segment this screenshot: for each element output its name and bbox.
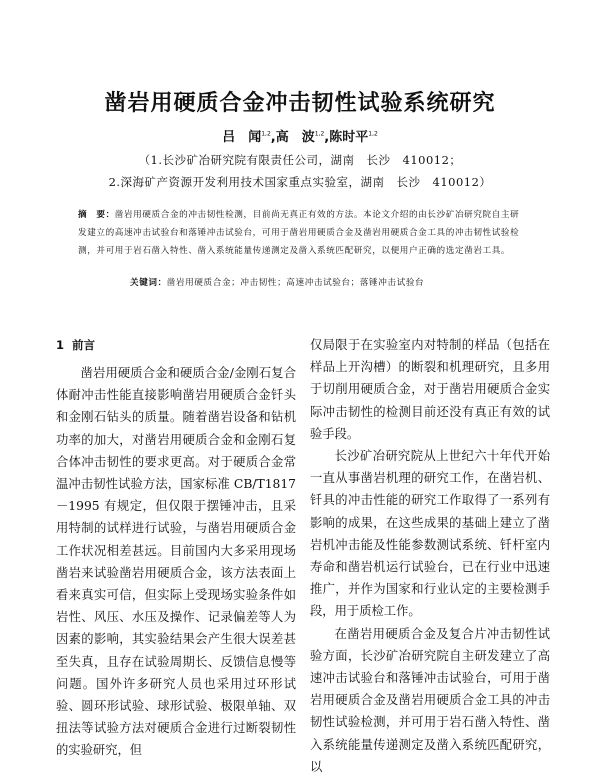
affiliation-1: （1.长沙矿冶研究院有限责任公司，湖南 长沙 410012； <box>138 153 462 167</box>
author-affil-mark: 1,2 <box>368 130 378 138</box>
body-paragraph: 在凿岩用硬质合金及复合片冲击韧性试验方面，长沙矿冶研究院自主研发建立了高速冲击试验台和落锤冲击试验台，可用于凿岩用硬质合金及凿岩用硬质合金工具的冲击韧性试验检测，并可用于岩石凿入特性、凿入系统能量传递测定及凿入系统匹配研究，以 <box>310 626 550 774</box>
keywords-text: 凿岩用硬质合金；冲击韧性；高速冲击试验台；落锤冲击试验台 <box>166 278 425 288</box>
author-name: 高 波 <box>275 130 315 145</box>
section-number: 1 <box>56 338 65 352</box>
author-affil-mark: 1,2 <box>314 130 325 138</box>
section-title: 前言 <box>72 338 96 352</box>
section-heading <box>56 334 296 356</box>
body-paragraph: 凿岩用硬质合金和硬质合金/金刚石复合体耐冲击性能直接影响凿岩用硬质合金钎头和金刚石钻头的质量。随着凿岩设备和钻机功率的加大，对凿岩用硬质合金和金刚石复合体冲击韧性的要求更高。对于硬质合金常温冲击韧性试验方法，国家标准 CB/T1817－1995 有规定，但仅限于摆锤冲击，且采用特制的试样进行试验，与凿岩用硬质合金工作状况相差甚远。目前国内大多采用现场凿岩来试验凿岩用硬质合金，该方法表面上看来真实可信，但实际上受现场实验条件如岩性、风压、水压及操作、记录偏差等人为因素的影响，其实验结果会产生很大误差甚至失真，且存在试验周期长、反馈信息慢等问题。国外许多研究人员也采用过环形试验、圆环形试验、球形试验、极限单轴、双扭法等试验方法对硬质合金进行过断裂韧性的实验研究，但 <box>56 366 296 758</box>
author-line <box>0 126 600 145</box>
left-column <box>56 334 296 762</box>
author-name: 吕 闻 <box>222 130 262 145</box>
right-column <box>310 334 550 778</box>
keywords <box>130 276 530 288</box>
affiliation-2: 2.深海矿产资源开发利用技术国家重点实验室，湖南 长沙 410012） <box>108 175 492 189</box>
body-paragraph: 长沙矿冶研究院从上世纪六十年代开始一直从事凿岩机理的研究工作，在凿岩机、钎具的冲击性能的研究工作取得了一系列有影响的成果，在这些成果的基础上建立了凿岩机冲击能及性能参数测试系统、钎杆室内寿命和凿岩机运行试验台，已在行业中迅速推广，并作为国家和行业认定的主要检测手段，用于质检工作。 <box>310 449 550 619</box>
paper-title: 凿岩用硬质合金冲击韧性试验系统研究 <box>104 91 496 116</box>
abstract <box>78 206 526 260</box>
body-paragraph: 仅局限于在实验室内对特制的样品（包括在样品上开沟槽）的断裂和机理研究，且多用于切削用硬质合金，对于凿岩用硬质合金实际冲击韧性的检测目前还没有真正有效的试验手段。 <box>310 338 550 441</box>
abstract-text: 凿岩用硬质合金的冲击韧性检测，目前尚无真正有效的方法。本论文介绍的由长沙矿冶研究院自主研发建立的高速冲击试验台和落锤冲击试验台，可用于凿岩用硬质合金及凿岩用硬质合金工具的冲击韧性试验检测，并可用于岩石凿入特性、凿入系统能量传递测定及凿入系统匹配研究，以便用户正确的选定凿岩工具。 <box>78 210 520 256</box>
abstract-label: 摘 要： <box>78 210 115 220</box>
author-name: 陈时平 <box>329 130 369 145</box>
keywords-label: 关键词： <box>130 278 167 288</box>
author-affil-mark: 1,2 <box>261 130 271 138</box>
author-separator: , <box>270 130 276 145</box>
author-separator: , <box>324 130 330 145</box>
